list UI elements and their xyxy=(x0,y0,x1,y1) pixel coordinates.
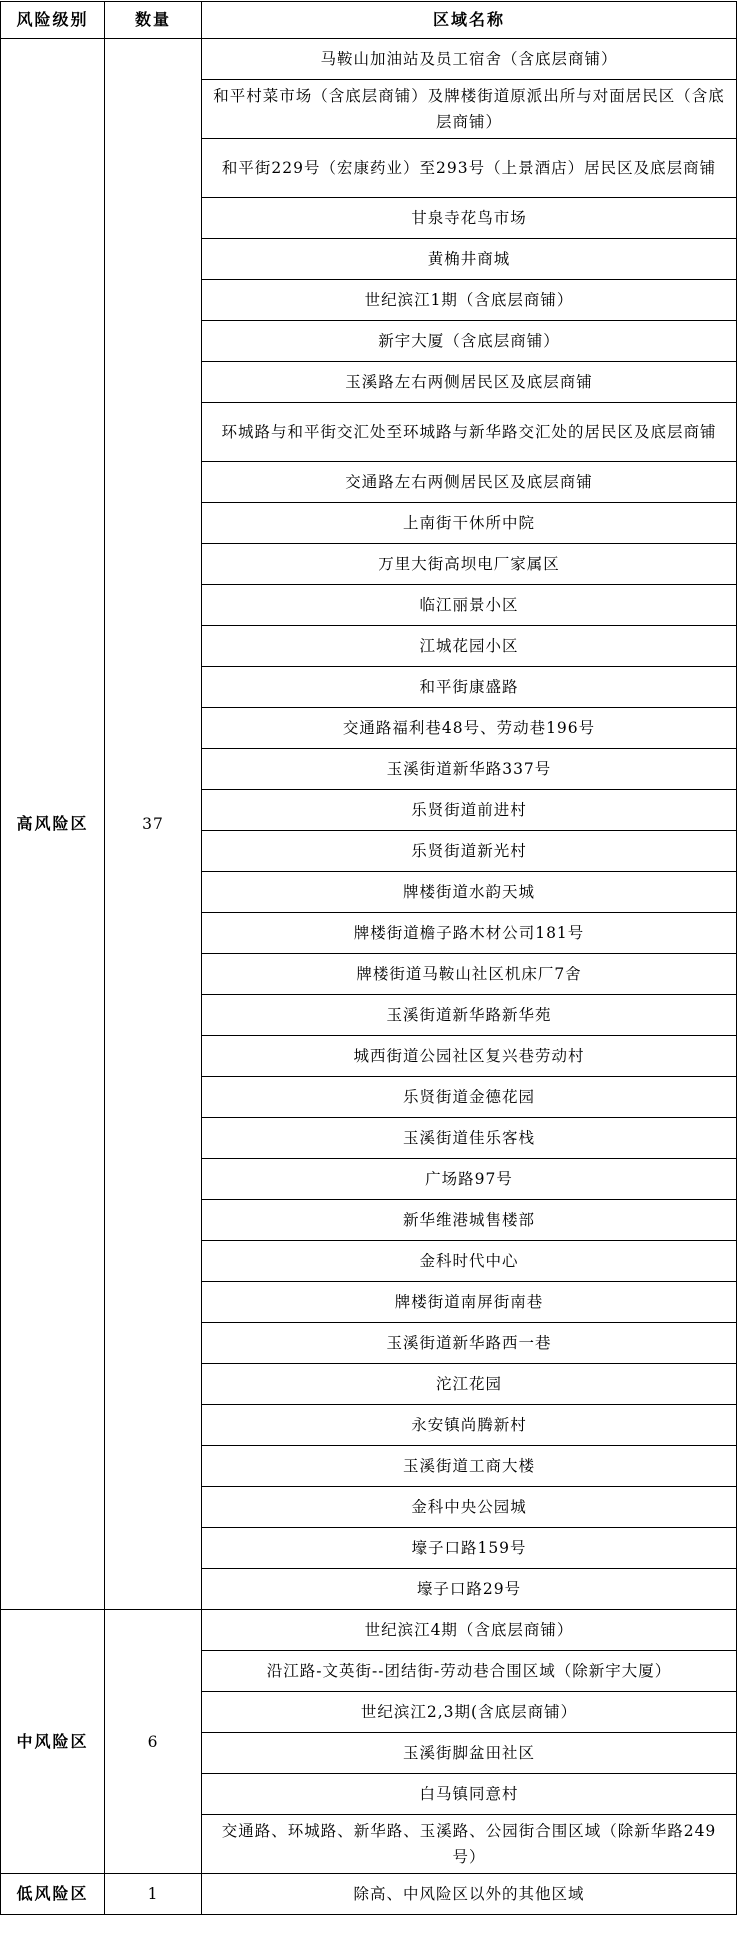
area-name-cell: 交通路左右两侧居民区及底层商铺 xyxy=(202,462,737,503)
risk-area-table xyxy=(0,1,737,1915)
area-name-cell: 玉溪路左右两侧居民区及底层商铺 xyxy=(202,362,737,403)
area-name-cell: 玉溪街道工商大楼 xyxy=(202,1446,737,1487)
header-level: 风险级别 xyxy=(1,2,105,39)
area-name-cell: 乐贤街道新光村 xyxy=(202,831,737,872)
area-name-cell: 上南街干休所中院 xyxy=(202,503,737,544)
count-cell: 1 xyxy=(105,1874,202,1915)
area-name-cell: 牌楼街道南屏街南巷 xyxy=(202,1282,737,1323)
area-name-cell: 金科时代中心 xyxy=(202,1241,737,1282)
area-name-cell: 临江丽景小区 xyxy=(202,585,737,626)
area-name-cell: 玉溪街脚盆田社区 xyxy=(202,1733,737,1774)
area-name-cell: 马鞍山加油站及员工宿舍（含底层商铺） xyxy=(202,39,737,80)
area-name-cell: 壕子口路29号 xyxy=(202,1569,737,1610)
area-name-cell: 永安镇尚腾新村 xyxy=(202,1405,737,1446)
table-row xyxy=(1,1610,737,1651)
area-name-cell: 乐贤街道前进村 xyxy=(202,790,737,831)
area-name-cell: 新宇大厦（含底层商铺） xyxy=(202,321,737,362)
area-name-cell: 和平街229号（宏康药业）至293号（上景酒店）居民区及底层商铺 xyxy=(202,139,737,198)
area-name-cell: 世纪滨江4期（含底层商铺） xyxy=(202,1610,737,1651)
area-name-cell: 世纪滨江2,3期(含底层商铺） xyxy=(202,1692,737,1733)
area-name-cell: 城西街道公园社区复兴巷劳动村 xyxy=(202,1036,737,1077)
area-name-cell: 牌楼街道水韵天城 xyxy=(202,872,737,913)
area-name-cell: 乐贤街道金德花园 xyxy=(202,1077,737,1118)
table-row xyxy=(1,1874,737,1915)
area-name-cell: 万里大街高坝电厂家属区 xyxy=(202,544,737,585)
area-name-cell: 金科中央公园城 xyxy=(202,1487,737,1528)
area-name-cell: 江城花园小区 xyxy=(202,626,737,667)
area-name-cell: 环城路与和平街交汇处至环城路与新华路交汇处的居民区及底层商铺 xyxy=(202,403,737,462)
area-name-cell: 交通路、环城路、新华路、玉溪路、公园街合围区域（除新华路249号） xyxy=(202,1815,737,1874)
area-name-cell: 甘泉寺花鸟市场 xyxy=(202,198,737,239)
area-name-cell: 沱江花园 xyxy=(202,1364,737,1405)
area-name-cell: 沿江路-文英街--团结街-劳动巷合围区域（除新宇大厦） xyxy=(202,1651,737,1692)
risk-level-cell: 低风险区 xyxy=(1,1874,105,1915)
risk-level-cell: 中风险区 xyxy=(1,1610,105,1874)
area-name-cell: 黄桷井商城 xyxy=(202,239,737,280)
area-name-cell: 除高、中风险区以外的其他区域 xyxy=(202,1874,737,1915)
area-name-cell: 玉溪街道新华路西一巷 xyxy=(202,1323,737,1364)
area-name-cell: 交通路福利巷48号、劳动巷196号 xyxy=(202,708,737,749)
area-name-cell: 广场路97号 xyxy=(202,1159,737,1200)
table-row xyxy=(1,39,737,80)
area-name-cell: 牌楼街道檐子路木材公司181号 xyxy=(202,913,737,954)
table-body xyxy=(1,39,737,1915)
area-name-cell: 新华维港城售楼部 xyxy=(202,1200,737,1241)
area-name-cell: 壕子口路159号 xyxy=(202,1528,737,1569)
area-name-cell: 玉溪街道佳乐客栈 xyxy=(202,1118,737,1159)
table-header-row xyxy=(1,2,737,39)
header-area: 区域名称 xyxy=(202,2,737,39)
area-name-cell: 玉溪街道新华路337号 xyxy=(202,749,737,790)
area-name-cell: 和平街康盛路 xyxy=(202,667,737,708)
area-name-cell: 世纪滨江1期（含底层商铺） xyxy=(202,280,737,321)
area-name-cell: 玉溪街道新华路新华苑 xyxy=(202,995,737,1036)
header-count: 数量 xyxy=(105,2,202,39)
count-cell: 37 xyxy=(105,39,202,1610)
area-name-cell: 白马镇同意村 xyxy=(202,1774,737,1815)
area-name-cell: 牌楼街道马鞍山社区机床厂7舍 xyxy=(202,954,737,995)
risk-level-cell: 高风险区 xyxy=(1,39,105,1610)
area-name-cell: 和平村菜市场（含底层商铺）及牌楼街道原派出所与对面居民区（含底层商铺） xyxy=(202,80,737,139)
count-cell: 6 xyxy=(105,1610,202,1874)
